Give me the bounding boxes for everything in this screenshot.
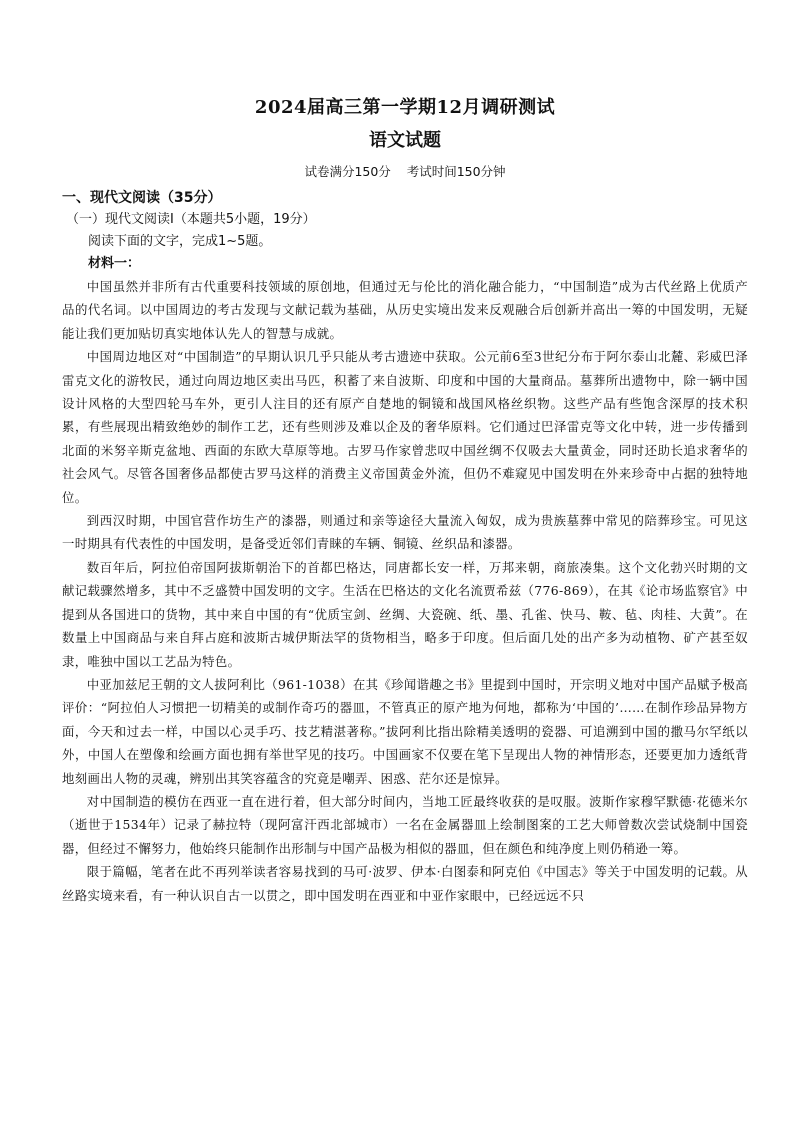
exam-title: 2024届高三第一学期12月调研测试 [254,97,556,118]
paragraph-4: 数百年后，阿拉伯帝国阿拔斯朝治下的首都巴格达，同唐都长安一样，万邦来朝，商旅凑集。这个文化勃兴时期的文献记载骤然增多，其中不乏盛赞中国发明的文字。生活在巴格达的文化名流贾希兹（776-869），在其《论市场监察官》中提到从各国进口的货物，其中来自中国的有“优质宝剑、丝绸、大瓷碗、纸、墨、孔雀、快马、鞍、毡、肉桂、大黄”。在数量上中国商品与来自拜占庭和波斯古城伊斯法罕的货物相当，略多于印度。但后面几处的出产多为动植物、矿产甚至奴隶，唯独中国以工艺品为特色。 [62,559,748,669]
article-body [62,275,748,907]
section-heading: 一、现代文阅读（35分） [62,190,222,206]
paragraph-2: 中国周边地区对“中国制造”的早期认识几乎只能从考古遗迹中获取。公元前6至3世纪分布于阿尔泰山北麓、彩威巴泽雷克文化的游牧民，通过向周边地区卖出马匹，积蓄了来自波斯、印度和中国的大量商品。墓葬所出遗物中，除一辆中国设计风格的大型四轮马车外，更引人注目的还有原产自楚地的铜镜和战国风格丝织物。这些产品有些饱含深厚的技术积累，有些展现出精致绝妙的制作工艺，还有些则涉及难以企及的奢华原料。它们通过巴泽雷克等文化中转，进一步传播到北面的米努辛斯克盆地、西面的东欧大草原等地。古罗马作家曾悲叹中国丝绸不仅吸去大量黄金，同时还助长追求奢华的社会风气。尽管各国奢侈品都使古罗马这样的消费主义帝国黄金外流，但仍不难窥见中国发明在外来珍奇中占据的独特地位。 [62,349,748,505]
paragraph-1: 中国虽然并非所有古代重要科技领域的原创地，但通过无与伦比的消化融合能力，“中国制造”成为古代丝路上优质产品的代名词。以中国周边的考古发现与文献记载为基础，从历史实境出发来反观融合后创新并高出一筹的中国发明，无疑能让我们更加贴切真实地体认先人的智慧与成就。 [62,279,748,341]
exam-meta: 试卷满分150分 考试时间150分钟 [304,164,506,179]
paragraph-3: 到西汉时期，中国官营作坊生产的漆器，则通过和亲等途径大量流入匈奴，成为贵族墓葬中常见的陪葬珍宝。可见这一时期具有代表性的中国发明，是备受近邻们青睐的车辆、铜镜、丝织品和漆器。 [62,513,748,552]
material-label: 材料一： [88,256,141,271]
paragraph-7: 限于篇幅，笔者在此不再列举读者容易找到的马可·波罗、伊本·白图泰和阿克伯《中国志》等关于中国发明的记载。从丝路实境来看，有一种认识自古一以贯之，即中国发明在西亚和中亚作家眼中，已经远远不只 [62,864,748,903]
paragraph-6: 对中国制造的模仿在西亚一直在进行着，但大部分时间内，当地工匠最终收获的是叹服。波斯作家穆罕默德·花德米尔（逝世于1534年）记录了赫拉特（现阿富汗西北部城市）一名在金属器皿上绘制图案的工艺大师曾数次尝试烧制中国瓷器，但经过不懈努力，他始终只能制作出形制与中国产品极为相似的器皿，但在颜色和纯净度上则仍稍逊一筹。 [62,793,748,856]
reading-instruction: 阅读下面的文字，完成1~5题。 [88,234,272,249]
paragraph-5: 中亚加兹尼王朝的文人拔阿利比（961-1038）在其《珍闻谐趣之书》里提到中国时，开宗明义地对中国产品赋予极高评价：“阿拉伯人习惯把一切精美的或制作奇巧的器皿，不管真正的原产地为何地，都称为‘中国的’……在制作珍品异物方面，今天和过去一样，中国以心灵手巧、技艺精湛著称。”拔阿利比指出除精美透明的瓷器、可追溯到中国的撒马尔罕纸以外，中国人在塑像和绘画方面也拥有举世罕见的技巧。中国画家不仅要在笔下呈现出人物的神情形态，还要更加力透纸背地刻画出人物的灵魂，辨别出其笑容蕴含的究竟是嘲弄、困惑、茫尔还是惊异。 [62,676,748,786]
sub-section-heading: （一）现代文阅读Ⅰ（本题共5小题，19分） [66,212,316,227]
exam-subtitle: 语文试题 [369,130,441,151]
